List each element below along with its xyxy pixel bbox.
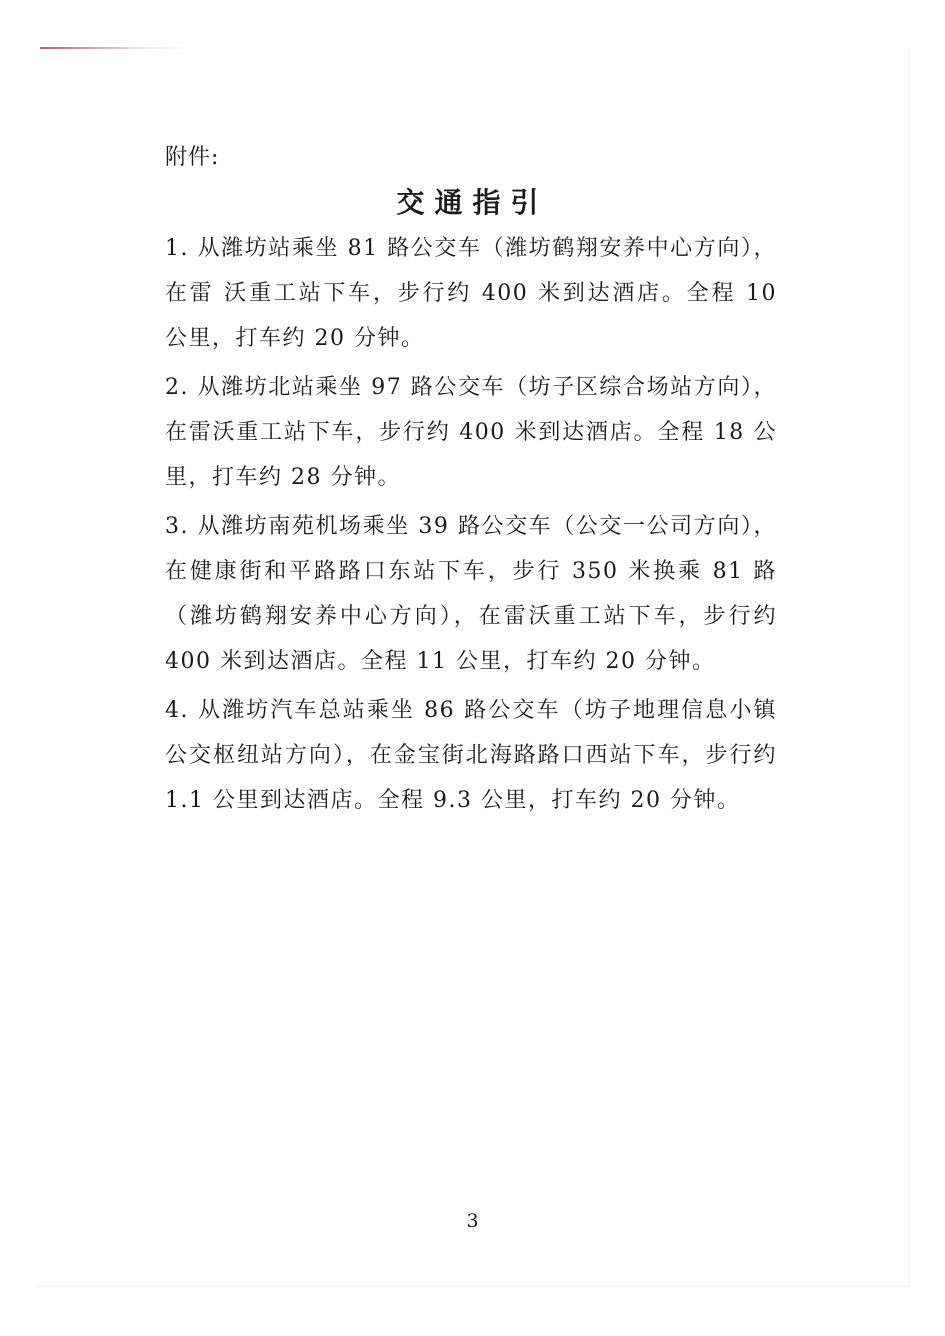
paragraph-3: 3. 从潍坊南苑机场乘坐 39 路公交车（公交一公司方向），在健康街和平路路口东站下车，步行 350 米换乘 81 路（潍坊鹤翔安养中心方向），在雷沃重工站下车，步行约 400 米到达酒店。全程 11 公里，打车约 20 分钟。 xyxy=(165,514,777,674)
paragraph-2: 2. 从潍坊北站乘坐 97 路公交车（坊子区综合场站方向），在雷沃重工站下车，步行约 400 米到达酒店。全程 18 公里，打车约 28 分钟。 xyxy=(165,375,777,490)
scan-edge-bottom xyxy=(38,1286,909,1287)
attachment-label: 附件: xyxy=(165,145,220,170)
paragraph-4: 4. 从潍坊汽车总站乘坐 86 路公交车（坊子地理信息小镇公交枢纽站方向），在金宝街北海路路口西站下车，步行约 1.1 公里到达酒店。全程 9.3 公里，打车约 20 分钟。 xyxy=(165,698,777,813)
page-number: 3 xyxy=(466,1210,479,1232)
document-body xyxy=(165,226,777,827)
document-title: 交通指引 xyxy=(396,186,549,219)
scan-edge-right xyxy=(908,48,909,1288)
paragraph-1: 1. 从潍坊站乘坐 81 路公交车（潍坊鹤翔安养中心方向），在雷 沃重工站下车，步行约 400 米到达酒店。全程 10 公里，打车约 20 分钟。 xyxy=(165,236,777,351)
scan-artifact-line xyxy=(40,47,190,49)
